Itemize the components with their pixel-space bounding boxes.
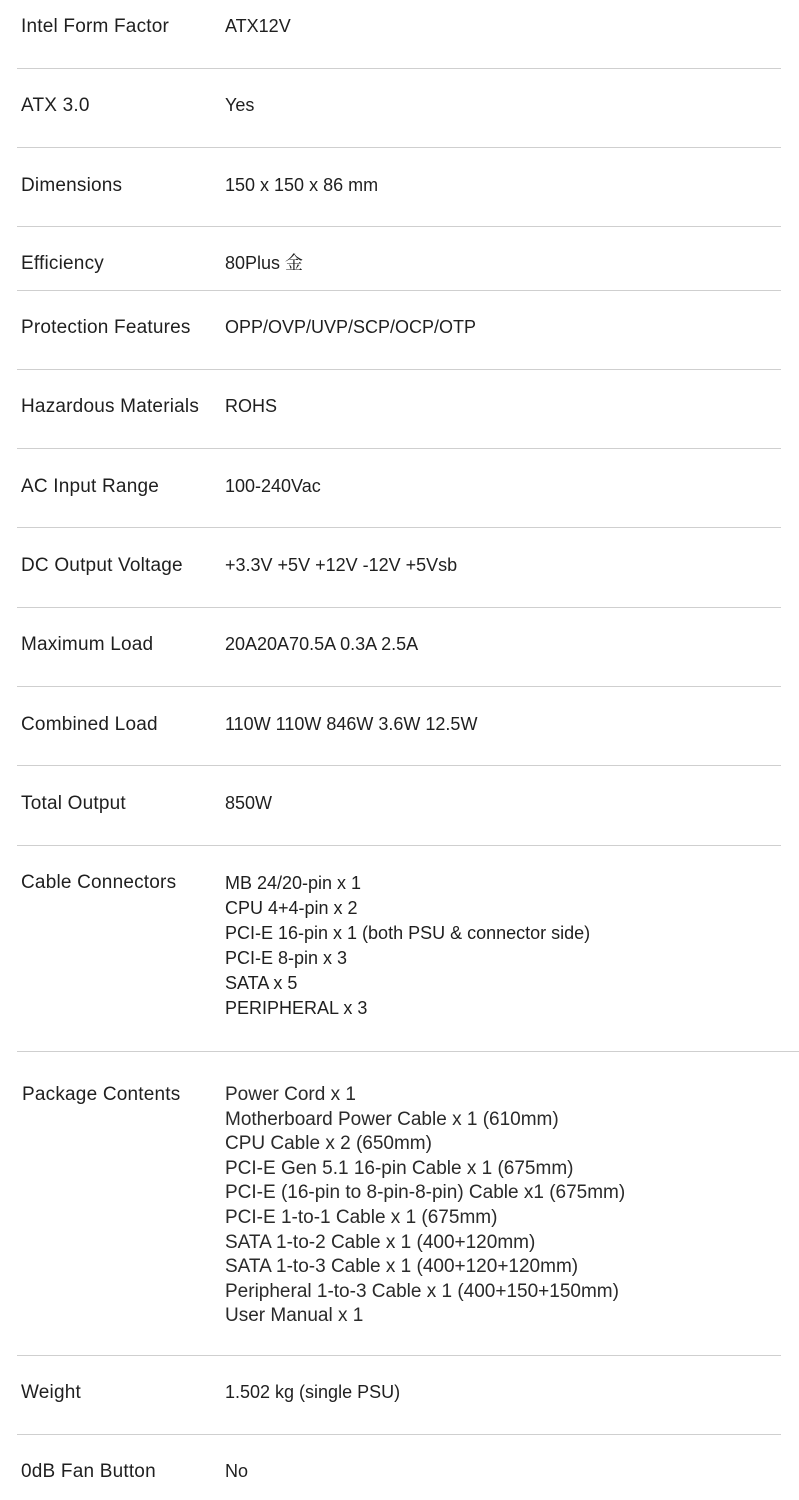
spec-value: 850W [225,793,273,813]
spec-value: 100-240Vac [225,476,321,496]
row-divider [17,147,781,148]
list-item: Motherboard Power Cable x 1 (610mm) [225,1108,559,1130]
list-item: SATA 1-to-2 Cable x 1 (400+120mm) [225,1231,536,1253]
spec-value: +3.3V +5V +12V -12V +5Vsb [225,555,458,575]
spec-value: 110W 110W 846W 3.6W 12.5W [225,714,478,734]
row-divider [17,68,781,69]
spec-value: ATX12V [225,16,291,36]
spec-label: Cable Connectors [21,872,177,893]
list-item: SATA x 5 [225,973,298,993]
spec-value: No [225,1461,249,1481]
row-divider [17,1434,781,1435]
spec-value: Yes [225,95,255,115]
row-divider [17,290,781,291]
spec-label: Protection Features [21,317,191,338]
list-item: PCI-E Gen 5.1 16-pin Cable x 1 (675mm) [225,1157,574,1179]
package-contents-list [225,1083,625,1329]
spec-label: Hazardous Materials [21,396,200,417]
list-item: MB 24/20-pin x 1 [225,873,362,893]
spec-label: DC Output Voltage [21,555,183,576]
row-divider [17,226,781,227]
spec-label: AC Input Range [21,476,159,497]
list-item: PCI-E 8-pin x 3 [225,948,348,968]
list-item: SATA 1-to-3 Cable x 1 (400+120+120mm) [225,1256,579,1278]
row-divider [17,448,781,449]
cable-connectors-list [225,871,590,1021]
list-item: CPU Cable x 2 (650mm) [225,1133,432,1155]
row-divider [17,765,781,766]
spec-label: 0dB Fan Button [21,1461,156,1482]
list-item: CPU 4+4-pin x 2 [225,898,358,918]
spec-value: ROHS [225,396,278,416]
row-divider [17,1051,799,1052]
list-item: Peripheral 1-to-3 Cable x 1 (400+150+150mm) [225,1280,619,1302]
row-divider [17,369,781,370]
row-divider [17,686,781,687]
spec-value: 80Plus 金 [225,253,304,273]
spec-label: Dimensions [21,175,123,196]
list-item: PERIPHERAL x 3 [225,998,368,1018]
spec-label: Combined Load [21,714,158,735]
row-divider [17,1355,781,1356]
spec-label: ATX 3.0 [21,95,90,116]
spec-label: Maximum Load [21,634,154,655]
list-item: PCI-E (16-pin to 8-pin-8-pin) Cable x1 (675mm) [225,1182,626,1204]
spec-label: Efficiency [21,253,104,274]
spec-value: 150 x 150 x 86 mm [225,175,379,195]
spec-label: Total Output [21,793,126,814]
list-item: Power Cord x 1 [225,1084,356,1105]
spec-value: 20A20A70.5A 0.3A 2.5A [225,634,419,654]
spec-label: Package Contents [22,1084,181,1105]
row-divider [17,845,781,846]
row-divider [17,607,781,608]
row-divider [17,527,781,528]
list-item: PCI-E 16-pin x 1 (both PSU & connector side) [225,923,591,943]
spec-label: Intel Form Factor [21,16,170,37]
spec-label: Weight [21,1382,81,1403]
spec-value: 1.502 kg (single PSU) [225,1382,401,1402]
list-item: PCI-E 1-to-1 Cable x 1 (675mm) [225,1206,498,1228]
spec-value: OPP/OVP/UVP/SCP/OCP/OTP [225,317,477,337]
list-item: User Manual x 1 [225,1305,364,1327]
